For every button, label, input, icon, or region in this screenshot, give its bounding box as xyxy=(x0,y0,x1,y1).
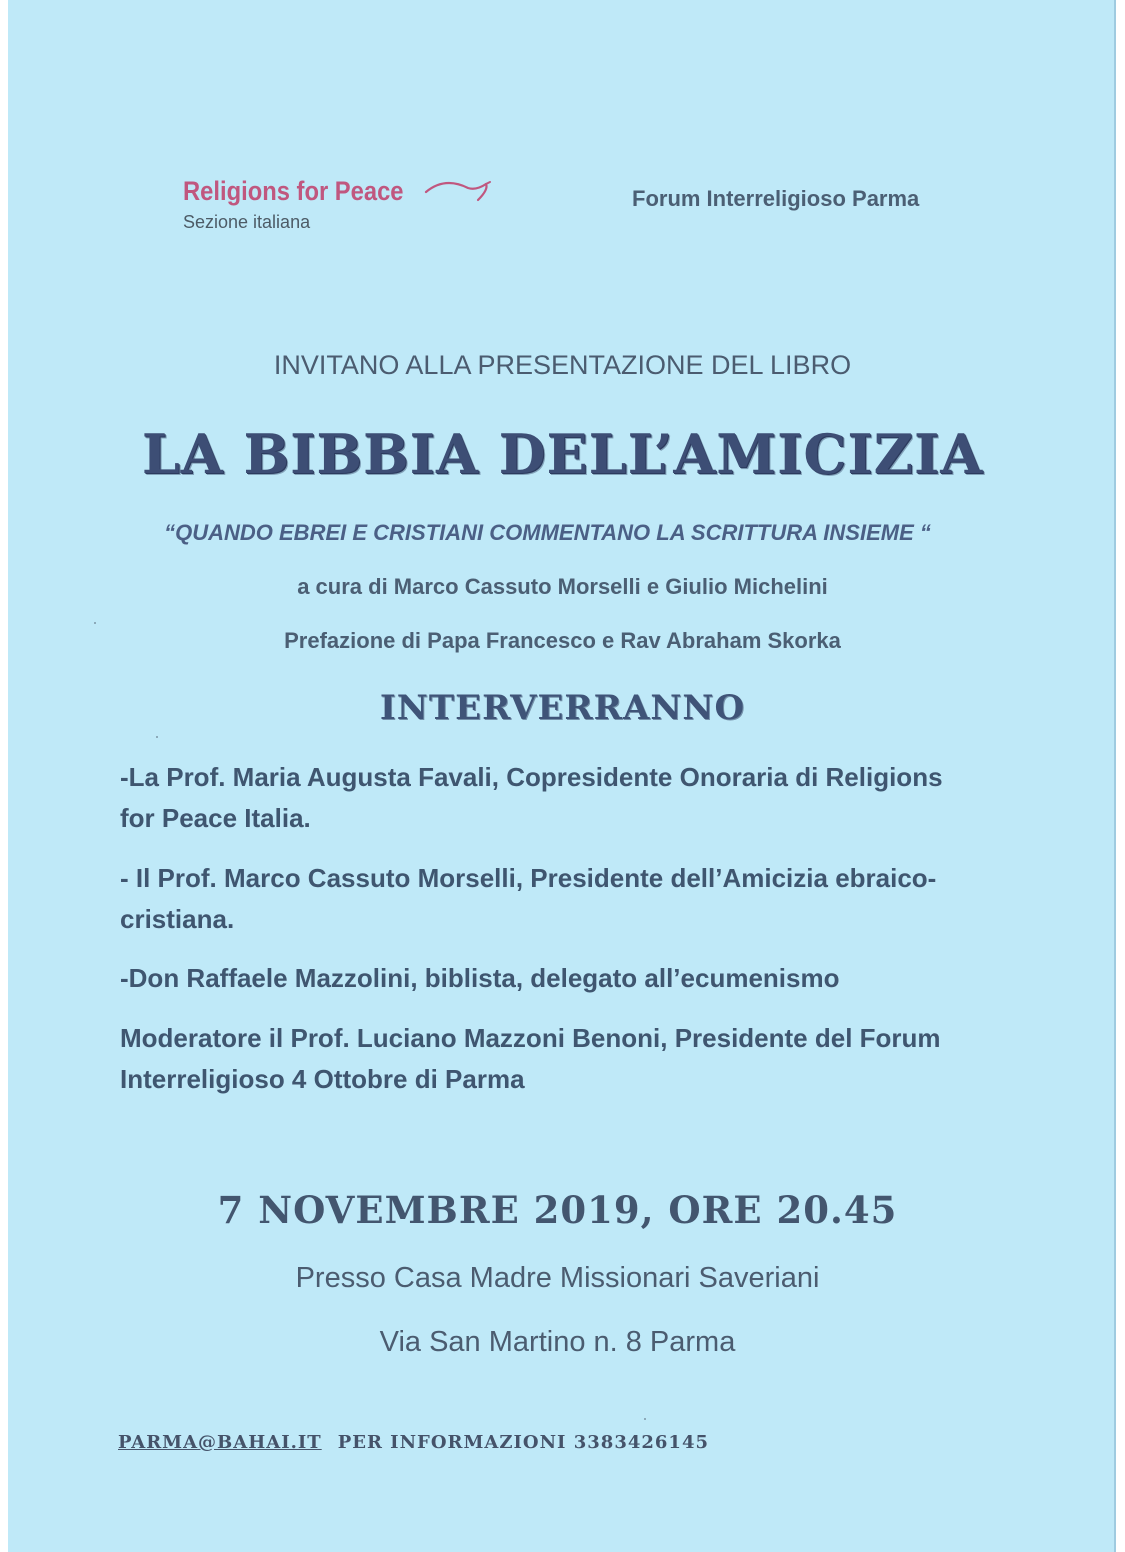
email-link[interactable]: PARMA@BAHAI.IT xyxy=(118,1432,322,1453)
scan-border-right xyxy=(1116,0,1125,1552)
info-phone: PER INFORMAZIONI 3383426145 xyxy=(337,1432,709,1453)
dove-swoosh-icon xyxy=(424,178,494,202)
event-venue: Presso Casa Madre Missionari Saveriani xyxy=(295,1262,820,1294)
scan-speck xyxy=(94,622,96,624)
book-editors: a cura di Marco Cassuto Morselli e Giulio Michelini xyxy=(297,574,828,599)
logo-title: Religions for Peace xyxy=(183,176,404,206)
speaker-item: -Don Raffaele Mazzolini, biblista, delegato all’ecumenismo xyxy=(120,963,840,993)
event-datetime: 7 NOVEMBRE 2019, ORE 20.45 xyxy=(217,1188,898,1232)
book-title: LA BIBBIA DELL’AMICIZIA xyxy=(141,422,984,486)
invitation-intro: INVITANO ALLA PRESENTAZIONE DEL LIBRO xyxy=(273,350,852,380)
scan-border-left xyxy=(0,0,8,1552)
book-preface: Prefazione di Papa Francesco e Rav Abraham Skorka xyxy=(284,628,841,653)
scan-speck xyxy=(644,1418,646,1420)
event-address: Via San Martino n. 8 Parma xyxy=(379,1326,736,1358)
speakers-heading: INTERVERRANNO xyxy=(379,688,746,728)
footer-contact xyxy=(118,1432,709,1453)
speaker-item: - Il Prof. Marco Cassuto Morselli, Presidente dell’Amicizia ebraico-cristiana. xyxy=(120,863,937,934)
forum-name: Forum Interreligioso Parma xyxy=(632,186,920,211)
logo-subtitle: Sezione italiana xyxy=(183,212,311,232)
book-subtitle: “QUANDO EBREI E CRISTIANI COMMENTANO LA SCRITTURA INSIEME “ xyxy=(164,520,931,545)
scan-speck xyxy=(156,736,158,738)
speaker-item: -La Prof. Maria Augusta Favali, Copresidente Onoraria di Religions for Peace Italia. xyxy=(120,762,943,833)
moderator-item: Moderatore il Prof. Luciano Mazzoni Benoni, Presidente del Forum Interreligioso 4 Ottobre di Parma xyxy=(120,1023,941,1094)
